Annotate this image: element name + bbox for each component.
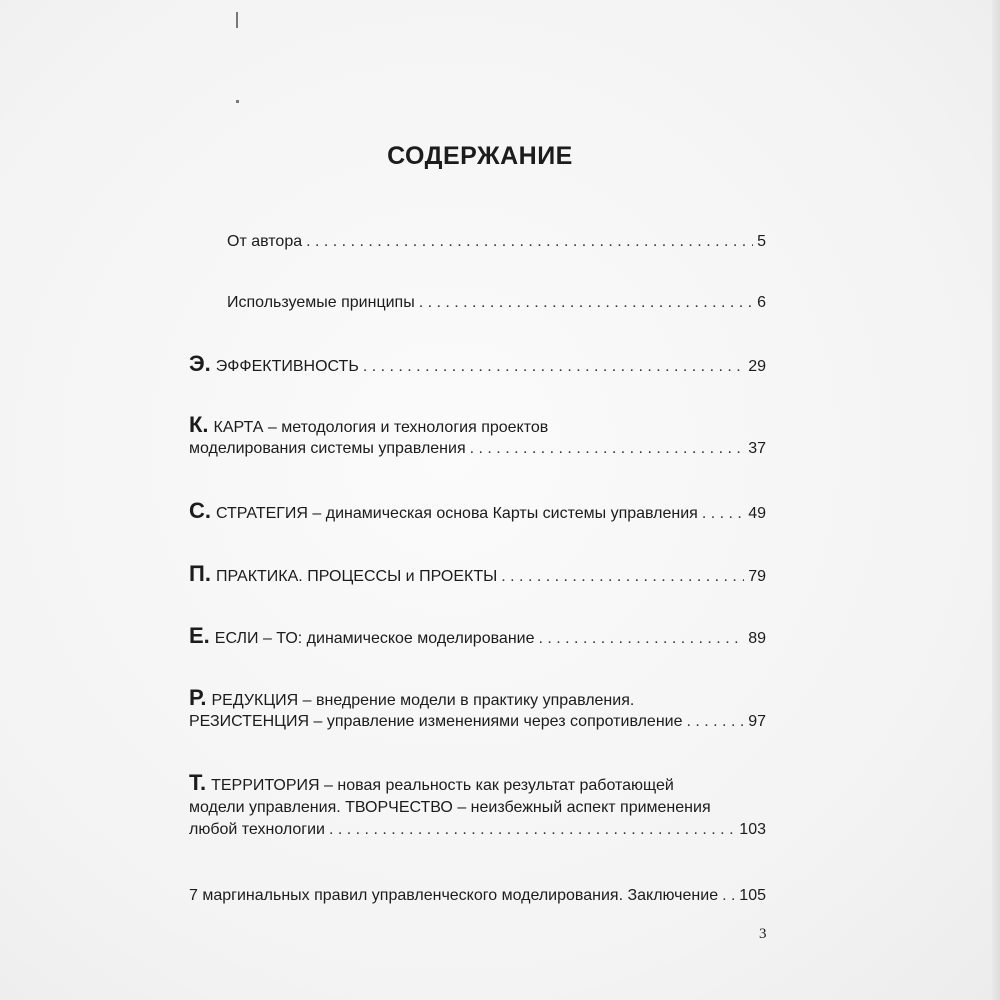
toc-page-number: 29 (748, 358, 766, 375)
toc-entry-text: ПРАКТИКА. ПРОЦЕССЫ и ПРОЕКТЫ (215, 568, 498, 585)
section-letter: Р. (189, 685, 207, 710)
toc-entry-map-line1[interactable] (189, 414, 548, 438)
scan-mark (236, 12, 238, 28)
page-number: 3 (759, 926, 767, 942)
toc-entry-text: ЭФФЕКТИВНОСТЬ (215, 358, 359, 375)
toc-page-number: 97 (748, 713, 766, 730)
toc-entry-territory-line2[interactable] (189, 797, 711, 818)
toc-page-number: 6 (757, 294, 766, 311)
toc-entry-text: РЕЗИСТЕНЦИЯ – управление изменениями через сопротивление (189, 713, 683, 730)
section-letter: К. (189, 412, 209, 437)
toc-entry-text: ТЕРРИТОРИЯ – новая реальность как результат работающей (211, 777, 674, 794)
toc-entry-text: любой технологии (189, 821, 325, 838)
toc-page-number: 103 (739, 821, 766, 838)
dot-leader (501, 566, 744, 587)
toc-page-number: 49 (748, 505, 766, 522)
section-letter: Е. (189, 623, 210, 648)
scan-mark (236, 100, 239, 103)
toc-entry-territory-line1[interactable] (189, 772, 674, 796)
toc-entry-strategy[interactable] (189, 500, 766, 524)
toc-page-number: 105 (739, 887, 766, 904)
toc-page-number: 79 (748, 568, 766, 585)
dot-leader (686, 711, 744, 732)
toc-entry-practice[interactable] (189, 563, 766, 587)
toc-entry-territory-line3[interactable] (189, 819, 766, 840)
page-title: СОДЕРЖАНИЕ (387, 142, 573, 170)
toc-entry-map-line2[interactable] (189, 438, 766, 459)
toc-entry-from-author[interactable] (227, 231, 766, 252)
toc-entry-efficiency[interactable] (189, 353, 766, 377)
toc-entry-if-then[interactable] (189, 625, 766, 649)
toc-entry-text: модели управления. ТВОРЧЕСТВО – неизбежный аспект применения (189, 799, 711, 816)
toc-page-number: 37 (748, 440, 766, 457)
dot-leader (702, 503, 744, 524)
toc-entry-text: 7 маргинальных правил управленческого моделирования. Заключение (189, 887, 719, 904)
toc-entry-principles[interactable] (227, 292, 766, 313)
page-edge (992, 0, 1000, 1000)
section-letter: Э. (189, 351, 211, 376)
toc-entry-text: РЕДУКЦИЯ – внедрение модели в практику управления. (211, 692, 635, 709)
dot-leader (470, 438, 745, 459)
section-letter: Т. (189, 770, 207, 795)
toc-entry-text: ЕСЛИ – ТО: динамическое моделирование (214, 630, 535, 647)
dot-leader (722, 885, 735, 906)
dot-leader (419, 292, 753, 313)
toc-entry-text: Используемые принципы (227, 294, 415, 311)
toc-page-number: 5 (757, 233, 766, 250)
toc-entry-text: моделирования системы управления (189, 440, 466, 457)
dot-leader (306, 231, 753, 252)
toc-page-number: 89 (748, 630, 766, 647)
toc-entry-reduction-line1[interactable] (189, 687, 634, 711)
toc-entry-reduction-line2[interactable] (189, 711, 766, 732)
section-letter: С. (189, 498, 211, 523)
toc-entry-conclusion[interactable] (189, 885, 766, 906)
dot-leader (538, 628, 744, 649)
toc-entry-text: КАРТА – методология и технология проектов (213, 419, 549, 436)
dot-leader (363, 356, 744, 377)
section-letter: П. (189, 561, 211, 586)
dot-leader (329, 819, 735, 840)
toc-entry-text: СТРАТЕГИЯ – динамическая основа Карты системы управления (216, 505, 698, 522)
toc-entry-text: От автора (227, 233, 303, 250)
